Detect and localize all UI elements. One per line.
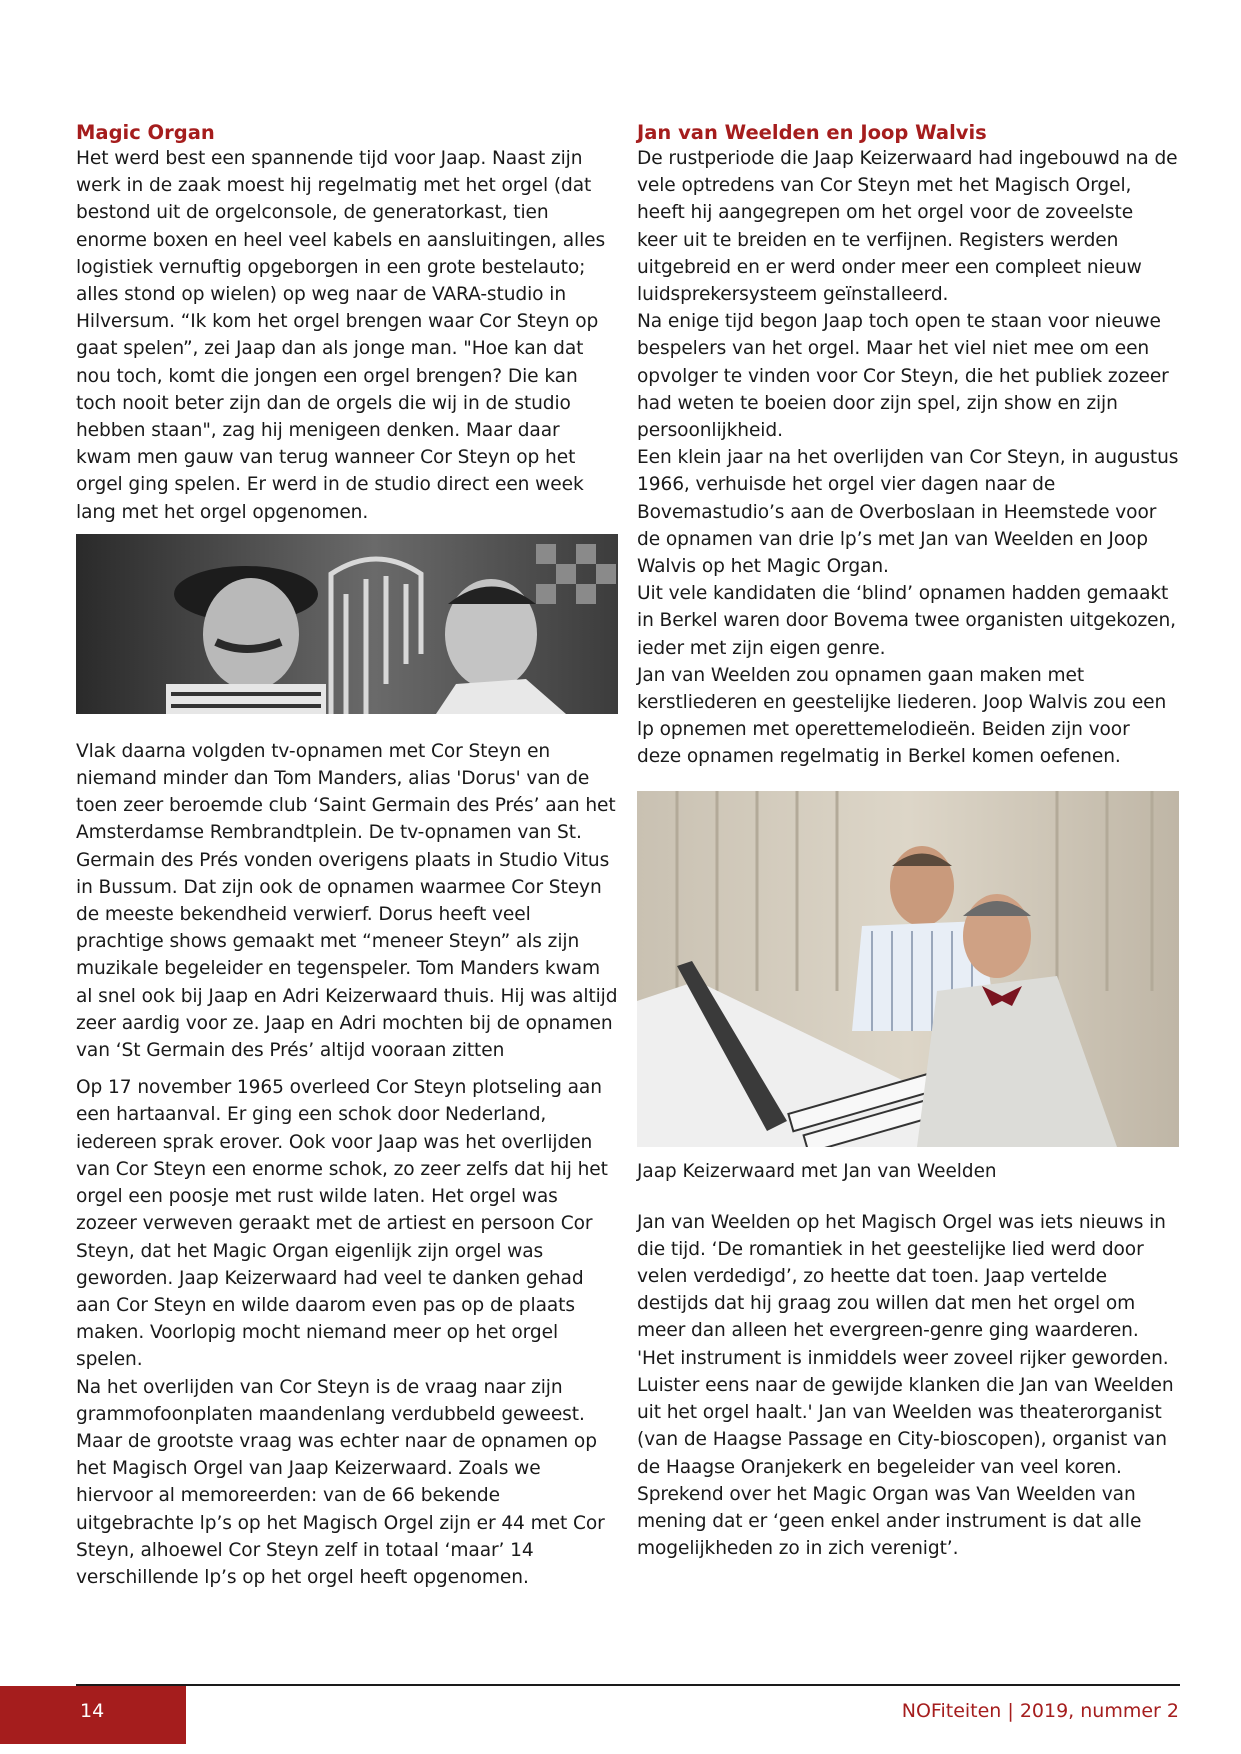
paragraph: De rustperiode die Jaap Keizerwaard had ingebouwd na de vele optredens van Cor Steyn met het Magisch Orgel, heeft hij aangegrepen om het orgel voor de zoveelste keer uit te breiden en te verfijnen. Registers werden uitgebreid en er werd onder meer een compleet nieuw luidsprekersysteem geïnstalleerd.	[637, 148, 1178, 306]
paragraph: Na enige tijd begon Jaap toch open te staan voor nieuwe bespelers van het orgel. Maar het viel niet mee om een opvolger te vinden voor Cor Steyn, die het publiek zozeer had weten te boeien door zijn spel, zijn show en zijn persoonlijkheid.	[637, 311, 1169, 442]
heading-magic-organ: Magic Organ	[76, 121, 215, 144]
right-text-block-2	[637, 1209, 1179, 1563]
footer-divider	[76, 1684, 1180, 1686]
right-column	[637, 120, 1179, 1562]
right-text-block-1	[637, 145, 1179, 771]
paragraph: Na het overlijden van Cor Steyn is de vraag naar zijn grammofoonplaten maandenlang verdubbeld geweest. Maar de grootste vraag was echter naar de opnamen op het Magisch Orgel van Jaap Keizerwaard. Zoals we hiervoor al memoreerden: van de 66 bekende uitgebrachte lp’s op het Magisch Orgel zijn er 44 met Cor Steyn, alhoewel Cor Steyn zelf in totaal ‘maar’ 14 verschillende lp’s op het orgel heeft opgenomen.	[76, 1376, 605, 1588]
paragraph: Op 17 november 1965 overleed Cor Steyn plotseling aan een hartaanval. Er ging een schok door Nederland, iedereen sprak erover. Ook voor Jaap was het overlijden van Cor Steyn een enorme schok, zo zeer zelfs dat hij het orgel een poosje met rust wilde laten. Het orgel was zozeer verweven geraakt met de artiest en persoon Cor Steyn, dat het Magic Organ eigenlijk zijn orgel was geworden. Jaap Keizerwaard had veel te danken gehad aan Cor Steyn en wilde daarom even pas op de plaats maken. Voorlopig mocht niemand meer op het orgel spelen.	[76, 1077, 608, 1371]
photo-keizerwaard-and-van-weelden	[637, 791, 1179, 1147]
paragraph: Uit vele kandidaten die ‘blind’ opnamen hadden gemaakt in Berkel waren door Bovema twee organisten uitgekozen, ieder met zijn eigen genre.	[637, 583, 1176, 659]
paragraph: Een klein jaar na het overlijden van Cor Steyn, in augustus 1966, verhuisde het orgel vier dagen naar de Bovemastudio’s aan de Overboslaan in Heemstede voor de opnamen van drie lp’s met Jan van Weelden en Joop Walvis op het Magic Organ.	[637, 447, 1179, 578]
left-text-block-2	[76, 738, 618, 1591]
left-column	[76, 120, 618, 1591]
left-text-block-1	[76, 145, 618, 526]
page-number: 14	[80, 1700, 105, 1722]
paragraph: Het werd best een spannende tijd voor Jaap. Naast zijn werk in de zaak moest hij regelmatig met het orgel (dat bestond uit de orgelconsole, de generatorkast, tien enorme boxen en heel veel kabels en aansluitingen, alles logistiek vernuftig opgeborgen in een grote bestelauto; alles stond op wielen) op weg naar de VARA-studio in Hilversum. “Ik kom het orgel brengen waar Cor Steyn op gaat spelen”, zei Jaap dan als jonge man. "Hoe kan dat nou toch, komt die jongen een orgel brengen? Die kan toch nooit beter zijn dan de orgels die wij in de studio hebben staan", zag hij menigeen denken. Maar daar kwam men gauw van terug wanneer Cor Steyn op het orgel ging spelen. Er werd in de studio direct een week lang met het orgel opgenomen.	[76, 148, 606, 523]
heading-jan-van-weelden-en-joop-walvis: Jan van Weelden en Joop Walvis	[637, 121, 987, 144]
publication-info: NOFiteiten | 2019, nummer 2	[901, 1700, 1179, 1722]
photo-dorus-and-cor-steyn	[76, 534, 618, 714]
paragraph: Jan van Weelden op het Magisch Orgel was iets nieuws in die tijd. ‘De romantiek in het geestelijke lied werd door velen verdedigd’, zo heette dat toen. Jaap vertelde destijds dat hij graag zou willen dat men het orgel om meer dan alleen het evergreen-genre ging waarderen. 'Het instrument is inmiddels weer zoveel rijker geworden. Luister eens naar de gewijde klanken die Jan van Weelden uit het orgel haalt.' Jan van Weelden was theaterorganist (van de Haagse Passage en City-bioscopen), organist van de Haagse Oranjekerk en begeleider van veel koren. Sprekend over het Magic Organ was Van Weelden van mening dat er ‘geen enkel ander instrument is dat alle mogelijkheden zo in zich verenigt’.	[637, 1211, 1174, 1560]
paragraph: Jan van Weelden zou opnamen gaan maken met kerstliederen en geestelijke liederen. Joop Walvis zou een lp opnemen met operettemelodieën. Beiden zijn voor deze opnamen regelmatig in Berkel komen oefenen.	[637, 664, 1167, 768]
photo-caption: Jaap Keizerwaard met Jan van Weelden	[637, 1160, 997, 1182]
paragraph: Vlak daarna volgden tv-opnamen met Cor Steyn en niemand minder dan Tom Manders, alias 'Dorus' van de toen zeer beroemde club ‘Saint Germain des Prés’ aan het Amsterdamse Rembrandtplein. De tv-opnamen van St. Germain des Prés vonden overigens plaats in Studio Vitus in Bussum. Dat zijn ook de opnamen waarmee Cor Steyn de meeste bekendheid verwierf. Dorus heeft veel prachtige shows gemaakt met “meneer Steyn” als zijn muzikale begeleider en tegenspeler. Tom Manders kwam al snel ook bij Jaap en Adri Keizerwaard thuis. Hij was altijd zeer aardig voor ze. Jaap en Adri mochten bij de opnamen van ‘St Germain des Prés’ altijd vooraan zitten	[76, 740, 618, 1062]
